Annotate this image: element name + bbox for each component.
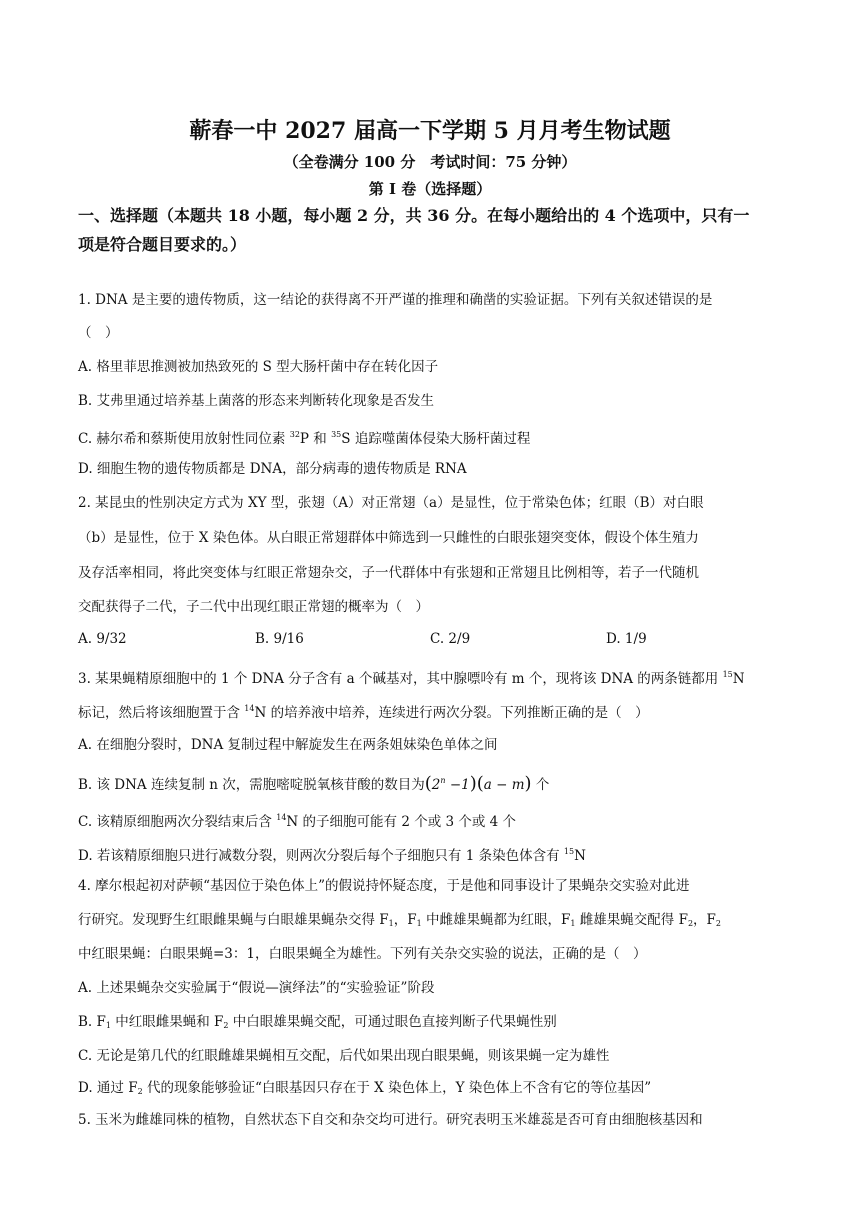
q2-stem-line3: 及存活率相同，将此突变体与红眼正常翅杂交，子一代群体中有张翅和正常翅且比例相等，若子一代随机: [78, 565, 699, 581]
q3-formula: $(2^n -1)(a - m)$: [424, 773, 532, 794]
q1-option-d: D. 细胞生物的遗传物质都是 DNA，部分病毒的遗传物质是 RNA: [78, 461, 467, 477]
q2-option-a: A. 9/32: [78, 631, 127, 647]
exam-subtitle: （全卷满分 100 分 考试时间：75 分钟）: [283, 153, 577, 171]
q5-stem-line1: 5. 玉米为雌雄同株的植物，自然状态下自交和杂交均可进行。研究表明玉米雄蕊是否可育由细胞核基因和: [78, 1112, 703, 1128]
q1-stem-line2: （ ）: [78, 325, 119, 341]
section-heading-line2: 项是符合题目要求的。）: [78, 235, 247, 254]
q2-stem-line2: （b）是显性，位于 X 染色体。从白眼正常翅群体中筛选到一只雌性的白眼张翅突变体，假设个体生殖力: [78, 530, 699, 546]
q4-option-b: B. $F_1$ 中红眼雌果蝇和 $F_2$ 中白眼雄果蝇交配，可通过眼色直接判断子代果蝇性别: [78, 1014, 557, 1030]
q3-stem-line1: 3. 某果蝇精原细胞中的 1 个 DNA 分子含有 a 个碱基对，其中腺嘌呤有 m 个，现将该 DNA 的两条链都用 $^{15}$N: [78, 670, 745, 687]
q1-stem-line1: 1. DNA 是主要的遗传物质，这一结论的获得离不开严谨的推理和确凿的实验证据。下列有关叙述错误的是: [78, 292, 713, 308]
q4-stem-line3: 中红眼果蝇：白眼果蝇=3：1，白眼果蝇全为雄性。下列有关杂交实验的说法，正确的是（ ）: [78, 946, 647, 962]
q2-option-d: D. 1/9: [606, 631, 647, 647]
q3-option-c: C. 该精原细胞两次分裂结束后含 $^{14}$N 的子细胞可能有 2 个或 3 个或 4 个: [78, 813, 517, 830]
q4-option-a: A. 上述果蝇杂交实验属于“假说—演绎法”的“实验验证”阶段: [78, 980, 435, 996]
q2-option-b: B. 9/16: [255, 631, 304, 647]
section-heading-line1: 一、选择题（本题共 18 小题，每小题 2 分，共 36 分。在每小题给出的 4 个选项中，只有一: [78, 206, 750, 225]
q3-option-d: D. 若该精原细胞只进行减数分裂，则两次分裂后每个子细胞只有 1 条染色体含有 $^{15}$N: [78, 847, 586, 864]
q1-option-b: B. 艾弗里通过培养基上菌落的形态来判断转化现象是否发生: [78, 393, 435, 409]
volume-heading: 第 I 卷（选择题）: [368, 180, 492, 198]
q2-option-c: C. 2/9: [430, 631, 471, 647]
q2-stem-line4: 交配获得子二代，子二代中出现红眼正常翅的概率为（ ）: [78, 599, 429, 615]
exam-title: 蕲春一中 2027 届高一下学期 5 月月考生物试题: [189, 118, 671, 144]
q2-stem-line1: 2. 某昆虫的性别决定方式为 XY 型，张翅（A）对正常翅（a）是显性，位于常染色体；红眼（B）对白眼: [78, 495, 704, 511]
q1-option-a: A. 格里菲思推测被加热致死的 S 型大肠杆菌中存在转化因子: [78, 359, 439, 375]
q1-option-c: C. 赫尔希和蔡斯使用放射性同位素 $^{32}$P 和 $^{35}$S 追踪噬菌体侵染大肠杆菌过程: [78, 430, 531, 447]
q4-stem-line1: 4. 摩尔根起初对萨顿“基因位于染色体上”的假说持怀疑态度，于是他和同事设计了果蝇杂交实验对此进: [78, 878, 690, 894]
q4-stem-line2: 行研究。发现野生红眼雌果蝇与白眼雄果蝇杂交得 $F_1$，$F_1$ 中雌雄果蝇都为红眼，$F_1$ 雌雄果蝇交配得 $F_2$，$F_2$: [78, 912, 722, 928]
q3-option-b: B. 该 DNA 连续复制 n 次，需胞嘧啶脱氧核苷酸的数目为$(2^n -1)(a - m)$ 个: [78, 773, 550, 794]
q4-option-c: C. 无论是第几代的红眼雌雄果蝇相互交配，后代如果出现白眼果蝇，则该果蝇一定为雄性: [78, 1048, 610, 1064]
q4-option-d: D. 通过 $F_2$ 代的现象能够验证“白眼基因只存在于 X 染色体上，Y 染色体上不含有它的等位基因”: [78, 1080, 652, 1096]
q3-stem-line2: 标记，然后将该细胞置于含 $^{14}$N 的培养液中培养，连续进行两次分裂。下列推断正确的是（ ）: [78, 704, 649, 721]
q3-option-a: A. 在细胞分裂时，DNA 复制过程中解旋发生在两条姐妹染色单体之间: [78, 737, 498, 753]
